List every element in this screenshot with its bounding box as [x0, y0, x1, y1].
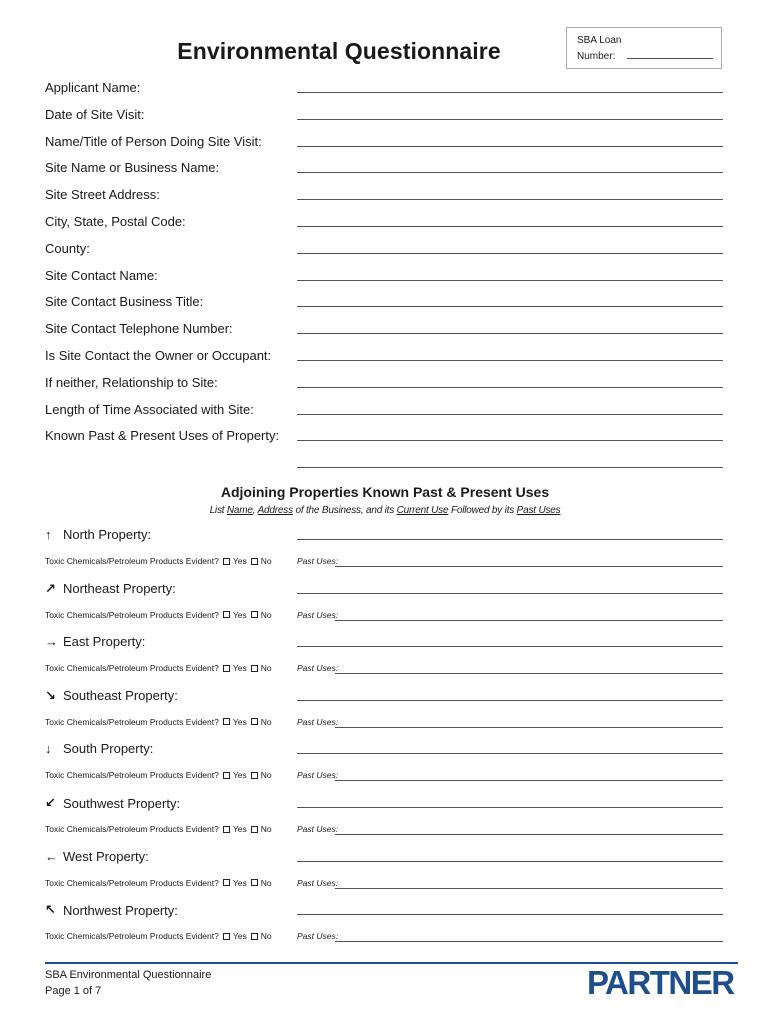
no-label: No: [260, 877, 272, 888]
yes-label: Yes: [232, 877, 247, 888]
property-direction-text: Southeast Property:: [63, 688, 178, 704]
adjoining-property-label: [45, 527, 151, 542]
past-uses-line[interactable]: [335, 888, 723, 889]
property-direction-text: Northwest Property:: [63, 902, 178, 918]
direction-arrow-icon: →: [45, 634, 58, 650]
direction-arrow-icon: ↖: [45, 902, 56, 918]
yes-label: Yes: [232, 824, 247, 834]
adjoining-property-label: [45, 688, 178, 704]
property-name-address-line[interactable]: [297, 646, 723, 647]
toxic-label: Toxic Chemicals/Petroleum Products Evident?: [45, 824, 219, 834]
field-input-line[interactable]: [297, 92, 723, 93]
field-label: If neither, Relationship to Site:: [45, 374, 218, 390]
yes-label: Yes: [232, 556, 247, 566]
past-uses-line[interactable]: [335, 566, 723, 567]
yes-checkbox[interactable]: [223, 718, 230, 725]
direction-arrow-icon: ↑: [45, 527, 52, 542]
field-input-line[interactable]: [297, 199, 723, 200]
field-label: Date of Site Visit:: [45, 106, 145, 122]
yes-label: Yes: [232, 609, 247, 620]
direction-arrow-icon: ↗: [45, 580, 56, 596]
toxic-chemicals-question: [45, 610, 272, 620]
adjoining-section-instructions: List Name, Address of the Business, and its Current Use Followed by its Past Uses: [209, 505, 561, 516]
adjoining-section-title: Adjoining Properties Known Past & Present Uses: [220, 484, 550, 500]
toxic-label: Toxic Chemicals/Petroleum Products Evident?: [45, 663, 219, 674]
no-label: No: [260, 931, 272, 942]
field-label: County:: [45, 240, 90, 256]
property-name-address-line[interactable]: [297, 700, 723, 701]
field-input-line[interactable]: [297, 306, 723, 307]
property-direction-text: East Property:: [63, 634, 146, 650]
no-label: No: [260, 663, 272, 674]
direction-arrow-icon: ↓: [45, 741, 52, 757]
property-name-address-line[interactable]: [297, 593, 723, 594]
toxic-label: Toxic Chemicals/Petroleum Products Evident?: [45, 716, 219, 727]
direction-arrow-icon: ←: [45, 848, 58, 864]
no-checkbox[interactable]: [251, 558, 258, 565]
field-input-line[interactable]: [297, 253, 723, 254]
toxic-chemicals-question: [45, 878, 272, 888]
no-checkbox[interactable]: [251, 611, 258, 618]
toxic-label: Toxic Chemicals/Petroleum Products Evident?: [45, 931, 219, 942]
yes-checkbox[interactable]: [223, 558, 230, 565]
past-uses-label: Past Uses:: [297, 609, 339, 620]
adjoining-property-label: [45, 581, 176, 597]
adjoining-property-label: [45, 741, 153, 756]
no-label: No: [260, 716, 272, 727]
past-uses-label: Past Uses:: [297, 877, 339, 888]
no-checkbox[interactable]: [251, 718, 258, 725]
field-label: Site Contact Business Title:: [45, 294, 204, 310]
yes-checkbox[interactable]: [223, 826, 230, 833]
loan-number-field[interactable]: [627, 50, 713, 59]
yes-checkbox[interactable]: [223, 879, 230, 886]
past-uses-label: Past Uses:: [297, 824, 339, 834]
partner-logo: PARTNER: [587, 964, 734, 1001]
no-label: No: [260, 609, 272, 620]
toxic-chemicals-question: [45, 824, 272, 834]
adjoining-property-label: [45, 795, 180, 811]
field-input-line[interactable]: [297, 280, 723, 281]
adjoining-property-label: [45, 634, 145, 649]
field-input-line[interactable]: [297, 414, 723, 415]
page-title: Environmental Questionnaire: [177, 38, 501, 64]
property-direction-text: Northeast Property:: [63, 581, 176, 597]
toxic-chemicals-question: [45, 770, 272, 780]
footer: [45, 967, 211, 999]
field-input-line[interactable]: [297, 146, 723, 147]
past-uses-line[interactable]: [335, 727, 723, 728]
property-name-address-line[interactable]: [297, 861, 723, 862]
property-name-address-line[interactable]: [297, 539, 723, 540]
yes-checkbox[interactable]: [223, 933, 230, 940]
footer-document-name: SBA Environmental Questionnaire: [45, 969, 212, 981]
toxic-chemicals-question: [45, 931, 272, 941]
field-input-line-continued[interactable]: [297, 467, 723, 468]
yes-checkbox[interactable]: [223, 611, 230, 618]
property-name-address-line[interactable]: [297, 753, 723, 754]
direction-arrow-icon: ↙: [45, 795, 56, 810]
field-input-line[interactable]: [297, 333, 723, 334]
field-input-line[interactable]: [297, 172, 723, 173]
no-label: No: [260, 770, 272, 781]
property-direction-text: North Property:: [63, 527, 152, 542]
yes-checkbox[interactable]: [223, 665, 230, 672]
field-label: Length of Time Associated with Site:: [45, 401, 254, 417]
toxic-chemicals-question: [45, 717, 272, 727]
toxic-chemicals-question: [45, 556, 272, 566]
yes-label: Yes: [232, 770, 247, 781]
past-uses-line[interactable]: [335, 673, 723, 674]
toxic-chemicals-question: [45, 663, 272, 673]
no-checkbox[interactable]: [251, 933, 258, 940]
footer-page-number: Page 1 of 7: [45, 985, 102, 997]
field-label: Applicant Name:: [45, 80, 141, 95]
past-uses-label: Past Uses:: [297, 556, 339, 566]
toxic-label: Toxic Chemicals/Petroleum Products Evident?: [45, 556, 219, 566]
property-direction-text: Southwest Property:: [63, 795, 181, 811]
field-label: City, State, Postal Code:: [45, 214, 186, 229]
toxic-label: Toxic Chemicals/Petroleum Products Evident?: [45, 609, 219, 620]
yes-label: Yes: [232, 931, 247, 942]
field-input-line[interactable]: [297, 226, 723, 227]
past-uses-label: Past Uses:: [297, 770, 339, 781]
no-checkbox[interactable]: [251, 826, 258, 833]
field-label: Is Site Contact the Owner or Occupant:: [45, 348, 272, 363]
property-direction-text: West Property:: [63, 848, 149, 864]
field-label: Site Contact Name:: [45, 267, 158, 283]
past-uses-line[interactable]: [335, 941, 723, 942]
toxic-label: Toxic Chemicals/Petroleum Products Evident?: [45, 877, 219, 888]
field-label: Site Contact Telephone Number:: [45, 321, 233, 337]
field-input-line[interactable]: [297, 387, 723, 388]
sba-loan-label: SBA Loan: [577, 35, 622, 46]
adjoining-property-label: [45, 849, 149, 864]
field-label: Known Past & Present Uses of Property:: [45, 428, 280, 444]
yes-checkbox[interactable]: [223, 772, 230, 779]
past-uses-label: Past Uses:: [297, 931, 339, 942]
field-input-line[interactable]: [297, 360, 723, 361]
field-input-line[interactable]: [297, 440, 723, 441]
no-checkbox[interactable]: [251, 665, 258, 672]
no-label: No: [260, 824, 272, 834]
field-label: Site Name or Business Name:: [45, 160, 220, 176]
no-checkbox[interactable]: [251, 879, 258, 886]
past-uses-line[interactable]: [335, 834, 723, 835]
property-name-address-line[interactable]: [297, 914, 723, 915]
direction-arrow-icon: ↘: [45, 687, 56, 703]
no-label: No: [260, 556, 272, 566]
no-checkbox[interactable]: [251, 772, 258, 779]
adjoining-property-label: [45, 902, 178, 918]
sba-loan-number-box: [566, 27, 722, 69]
past-uses-label: Past Uses:: [297, 663, 339, 674]
field-label: Site Street Address:: [45, 187, 160, 203]
property-direction-text: South Property:: [63, 741, 154, 757]
toxic-label: Toxic Chemicals/Petroleum Products Evident?: [45, 770, 219, 781]
yes-label: Yes: [232, 716, 247, 727]
past-uses-line[interactable]: [335, 780, 723, 781]
yes-label: Yes: [232, 663, 247, 674]
field-label: Name/Title of Person Doing Site Visit:: [45, 133, 262, 149]
property-name-address-line[interactable]: [297, 807, 723, 808]
past-uses-line[interactable]: [335, 620, 723, 621]
field-input-line[interactable]: [297, 119, 723, 120]
past-uses-label: Past Uses:: [297, 716, 339, 727]
number-label: Number:: [577, 51, 616, 62]
